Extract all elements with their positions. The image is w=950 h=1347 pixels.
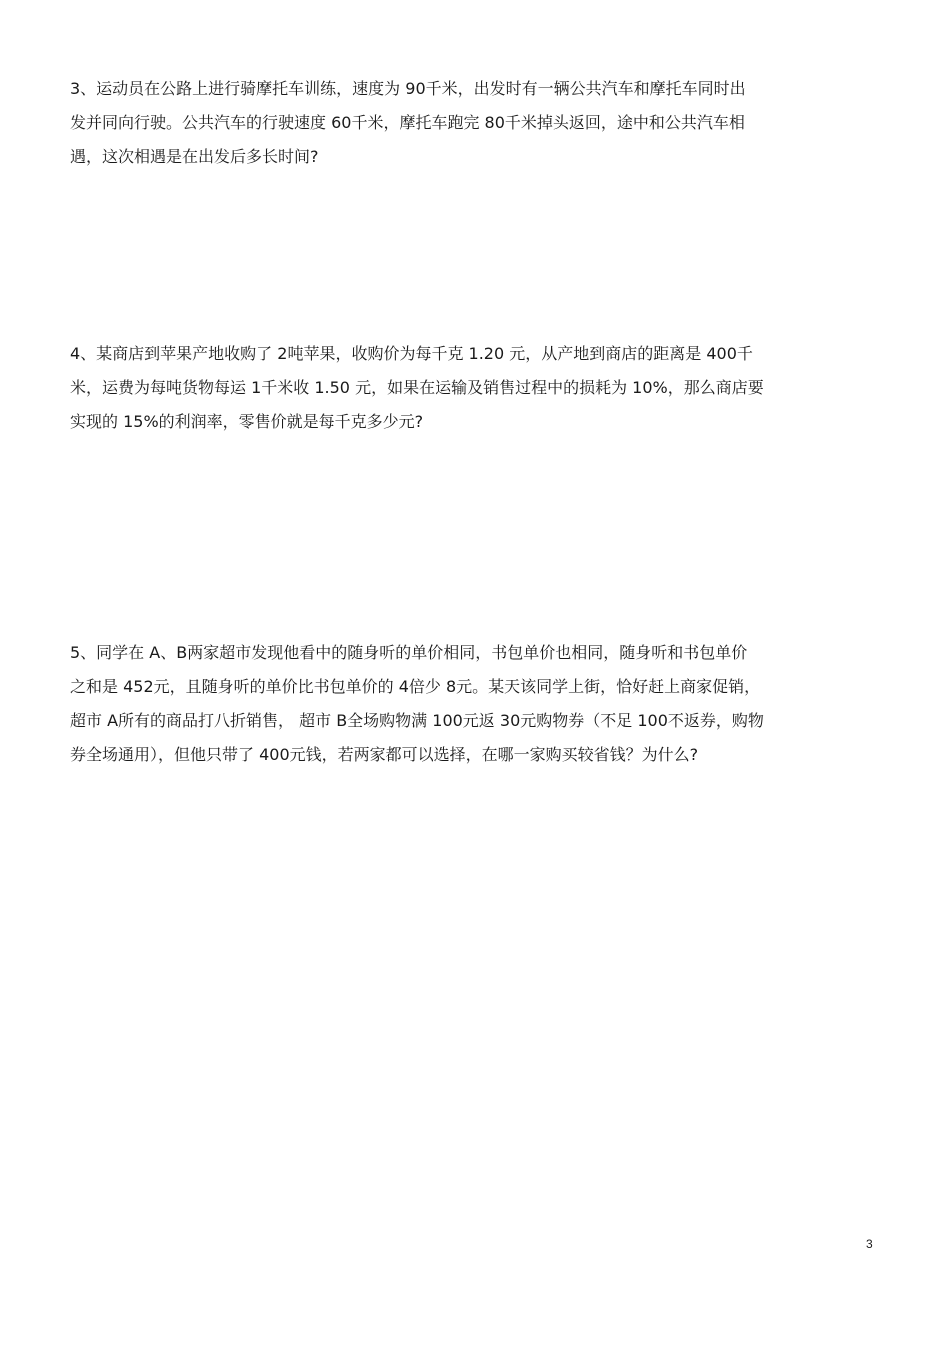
problem-4-line-1: 4、某商店到苹果产地收购了 2吨苹果，收购价为每千克 1.20 元，从产地到商店的距离是 400千 (70, 344, 753, 363)
problem-3-line-2: 发并同向行驶。公共汽车的行驶速度 60千米，摩托车跑完 80千米掉头返回，途中和公共汽车相 (70, 113, 745, 132)
problem-3-line-1: 3、运动员在公路上进行骑摩托车训练，速度为 90千米，出发时有一辆公共汽车和摩托车同时出 (70, 79, 746, 98)
problem-4-line-3: 实现的 15%的利润率，零售价就是每千克多少元? (70, 412, 424, 431)
problem-5-line-3: 超市 A所有的商品打八折销售， 超市 B全场购物满 100元返 30元购物券（不足 100不返券，购物 (70, 711, 764, 730)
problem-4 (70, 337, 885, 439)
problem-5 (70, 636, 885, 772)
problem-4-line-2: 米，运费为每吨货物每运 1千米收 1.50 元，如果在运输及销售过程中的损耗为 10%，那么商店要 (70, 378, 764, 397)
problem-5-line-4: 券全场通用），但他只带了 400元钱，若两家都可以选择，在哪一家购买较省钱？为什么? (70, 745, 699, 764)
problem-3 (70, 72, 885, 174)
problem-3-line-3: 遇，这次相遇是在出发后多长时间? (70, 147, 319, 166)
problem-5-line-1: 5、同学在 A、B两家超市发现他看中的随身听的单价相同，书包单价也相同，随身听和书包单价 (70, 643, 748, 662)
problem-5-line-2: 之和是 452元，且随身听的单价比书包单价的 4倍少 8元。某天该同学上街，恰好赶上商家促销， (70, 677, 761, 696)
page-number: 3 (866, 1237, 873, 1251)
